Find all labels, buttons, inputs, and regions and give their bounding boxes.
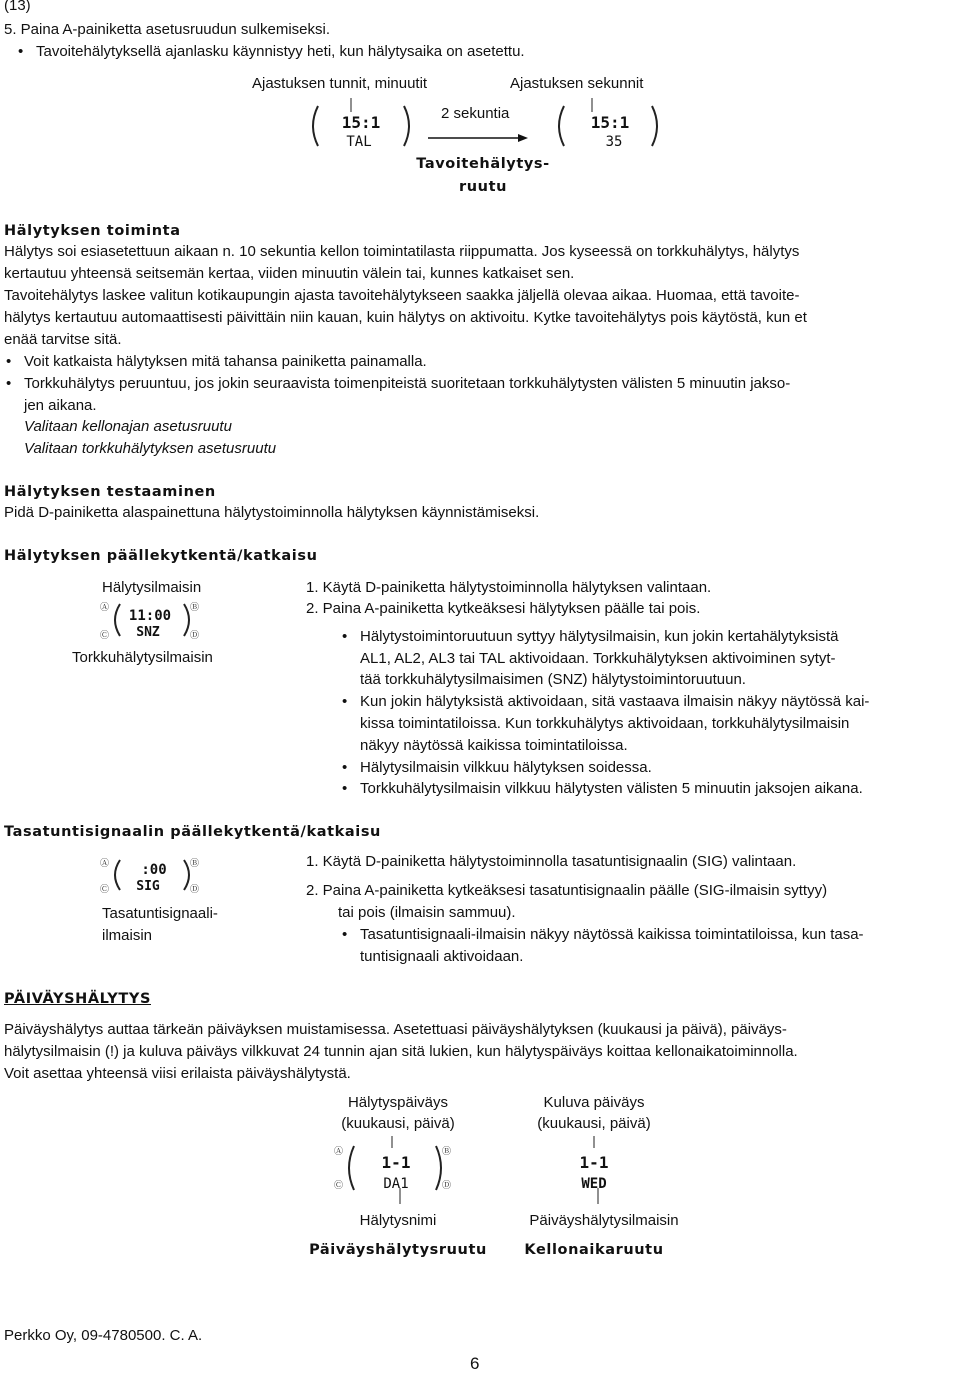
bullet-text: Kun jokin hälytyksistä aktivoidaan, sitä vastaava ilmaisin näkyy näytössä kai- — [360, 693, 870, 710]
button-d-icon: Ⓓ — [442, 1181, 452, 1191]
alarm-toggle-bullet-4 — [342, 779, 863, 799]
lcd-time-bottom: WED — [581, 1176, 607, 1192]
italic-note-2: Valitaan torkkuhälytyksen asetusruutu — [24, 440, 277, 457]
button-c-icon: Ⓒ — [334, 1181, 344, 1191]
button-b-icon: Ⓑ — [190, 859, 200, 869]
bullet-icon: • — [18, 43, 24, 60]
button-a-icon: Ⓐ — [100, 859, 110, 869]
intro-note-text: Tavoitehälytyksellä ajanlasku käynnistyy heti, kun hälytysaika on asetettu. — [36, 43, 525, 60]
alarm-toggle-bullet-2 — [342, 692, 870, 712]
intro-note — [18, 42, 525, 62]
button-c-icon: Ⓒ — [100, 885, 110, 895]
lcd-hourly-bottom: SIG — [136, 879, 160, 894]
date-alarm-line: hälytysilmaisin (!) ja kuluva päiväys vilkkuvat 24 tunnin ajan sitä lukien, kun hälytyspäiväys koittaa kellonaikatoiminnolla. — [4, 1043, 798, 1060]
screen-date-alarm-title: Päiväyshälytysruutu — [309, 1242, 487, 1258]
footer-company: Perkko Oy, 09-4780500. C. A. — [4, 1327, 203, 1344]
label-alarm-indicator: Hälytysilmaisin — [102, 579, 202, 596]
alarm-op-line: enää tarvitse sitä. — [4, 331, 122, 348]
alarm-test-text: Pidä D-painiketta alaspainettuna hälytystoiminnolla hälytyksen käynnistämiseksi. — [4, 504, 540, 521]
hourly-step-1: 1. Käytä D-painiketta hälytystoiminnolla tasatuntisignaalin (SIG) valintaan. — [306, 853, 797, 870]
label-alarm-date-1: Hälytyspäiväys — [347, 1094, 449, 1111]
screen-label-line1: Tavoitehälytys- — [416, 156, 550, 172]
bullet-text-cont: tää torkkuhälytysilmaisimen (SNZ) hälytystoimintoruutuun. — [360, 671, 746, 688]
bullet-text: Torkkuhälytysilmaisin vilkkuu hälytysten välisten 5 minuutin jaksojen aikana. — [360, 780, 863, 797]
alarm-op-bullet-2 — [6, 374, 791, 394]
lcd-date-alarm — [332, 1136, 462, 1204]
bullet-icon: • — [342, 628, 348, 645]
alarm-operation-heading: Hälytyksen toiminta — [4, 223, 181, 239]
hourly-step-2: 2. Paina A-painiketta kytkeäksesi tasatuntisignaalin päälle (SIG-ilmaisin syttyy) — [306, 882, 828, 899]
label-seconds: Ajastuksen sekunnit — [510, 75, 644, 92]
bullet-text-cont: AL1, AL2, AL3 tai TAL aktivoidaan. Torkkuhälytyksen aktivoiminen sytyt- — [360, 650, 836, 667]
section-number: (13) — [4, 0, 31, 14]
alarm-op-bullet-2-cont: jen aikana. — [24, 397, 97, 414]
page-number: 6 — [470, 1354, 480, 1373]
bullet-icon: • — [342, 926, 348, 943]
screen-timekeeping-title: Kellonaikaruutu — [524, 1242, 664, 1258]
lcd-target-seconds — [552, 98, 664, 154]
bullet-icon: • — [342, 693, 348, 710]
bullet-text: Tasatuntisignaali-ilmaisin näkyy näytössä kaikissa toimintatiloissa, kun tasa- — [360, 926, 864, 943]
button-b-icon: Ⓑ — [190, 603, 200, 613]
button-d-icon: Ⓓ — [190, 631, 200, 641]
lcd-time-top: 1-1 — [579, 1153, 609, 1172]
label-hours-minutes: Ajastuksen tunnit, minuutit — [252, 75, 428, 92]
lcd-hourly-top: :00 — [141, 862, 167, 878]
lcd-date-alarm-bottom: DA1 — [383, 1176, 409, 1192]
hourly-bullet-1 — [342, 925, 864, 945]
alarm-op-bullet-1 — [6, 352, 427, 372]
bullet-text-cont: kissa toimintatiloissa. Kun torkkuhälytys aktivoidaan, torkkuhälytysilmaisin — [360, 715, 850, 732]
alarm-op-line: hälytys kertautuu automaattisesti päivittäin niin kauan, kuin hälytys on aktivoitu. Kytke tavoitehälytys pois käytöstä, kun et — [4, 309, 807, 326]
lcd-target-top: 15:1 — [341, 113, 381, 132]
bullet-text-cont: tuntisignaali aktivoidaan. — [360, 948, 524, 965]
hourly-step-2-cont: tai pois (ilmaisin sammuu). — [338, 904, 516, 921]
label-hourly-indicator-1: Tasatuntisignaali- — [102, 905, 218, 922]
button-c-icon: Ⓒ — [100, 631, 110, 641]
bullet-icon: • — [342, 780, 348, 797]
step-5: 5. Paina A-painiketta asetusruudun sulkemiseksi. — [4, 21, 331, 38]
alarm-toggle-step-1: 1. Käytä D-painiketta hälytystoiminnolla hälytyksen valintaan. — [306, 579, 712, 596]
label-current-date-1: Kuluva päiväys — [543, 1094, 645, 1111]
alarm-op-line: Tavoitehälytys laskee valitun kotikaupungin ajasta tavoitehälytykseen saakka jäljellä olevaa aikaa. Huomaa, että tavoite- — [4, 287, 800, 304]
bullet-icon: • — [342, 759, 348, 776]
label-snooze-indicator: Torkkuhälytysilmaisin — [72, 649, 213, 666]
bullet-text: Torkkuhälytys peruuntuu, jos jokin seuraavista toimenpiteistä suoritetaan torkkuhälytysten välisten 5 minuutin jakso- — [24, 375, 791, 392]
lcd-timekeeping — [552, 1136, 632, 1204]
alarm-toggle-step-2: 2. Paina A-painiketta kytkeäksesi hälytyksen päälle tai pois. — [306, 600, 701, 617]
button-b-icon: Ⓑ — [442, 1147, 452, 1157]
lcd-seconds-bottom: 35 — [605, 134, 623, 150]
label-alarm-name: Hälytysnimi — [359, 1212, 437, 1229]
alarm-toggle-heading: Hälytyksen päällekytkentä/katkaisu — [4, 548, 318, 564]
italic-note-1: Valitaan kellonajan asetusruutu — [24, 418, 232, 435]
lcd-toggle-bottom: SNZ — [136, 625, 160, 640]
alarm-toggle-bullet-3 — [342, 758, 652, 778]
alarm-test-heading: Hälytyksen testaaminen — [4, 484, 216, 500]
lcd-toggle-top: 11:00 — [128, 608, 172, 624]
bullet-text-cont: näkyy näytössä kaikissa toimintatiloissa. — [360, 737, 628, 754]
lcd-target-bottom: TAL — [346, 134, 372, 150]
bullet-icon: • — [6, 375, 12, 392]
lcd-date-alarm-top: 1-1 — [381, 1153, 411, 1172]
button-a-icon: Ⓐ — [334, 1147, 344, 1157]
bullet-text: Hälytysilmaisin vilkkuu hälytyksen soidessa. — [360, 759, 652, 776]
bullet-text: Voit katkaista hälytyksen mitä tahansa painiketta painamalla. — [24, 353, 427, 370]
date-alarm-line: Päiväyshälytys auttaa tärkeän päiväyksen muistamisessa. Asetettuasi päiväyshälytyksen (kuukausi ja päivä), päiväys- — [4, 1021, 787, 1038]
bullet-text: Hälytystoimintoruutuun syttyy hälytysilmaisin, kun jokin kertahälytyksistä — [360, 628, 839, 645]
hourly-signal-heading: Tasatuntisignaalin päällekytkentä/katkaisu — [4, 824, 381, 840]
screen-label-line2: ruutu — [458, 179, 508, 195]
label-2-seconds: 2 sekuntia — [441, 105, 510, 122]
date-alarm-line: Voit asettaa yhteensä viisi erilaista päiväyshälytystä. — [4, 1065, 351, 1082]
label-date-indicator: Päiväyshälytysilmaisin — [529, 1212, 679, 1229]
button-d-icon: Ⓓ — [190, 885, 200, 895]
alarm-toggle-bullet-1 — [342, 627, 839, 647]
label-hourly-indicator-2: ilmaisin — [102, 927, 153, 944]
label-current-date-2: (kuukausi, päivä) — [537, 1115, 651, 1132]
lcd-target-alarm — [306, 98, 416, 154]
alarm-op-line: kertautuu yhteensä seitsemän kertaa, viiden minuutin välein tai, kunnes katkaiset sen. — [4, 265, 575, 282]
lcd-hourly-signal — [98, 852, 208, 898]
lcd-alarm-toggle — [98, 596, 208, 644]
alarm-op-line: Hälytys soi esiasetettuun aikaan n. 10 sekuntia kellon toimintatilasta riippumatta. Jos kyseessä on torkkuhälytys, hälytys — [4, 243, 800, 260]
bullet-icon: • — [6, 353, 12, 370]
button-a-icon: Ⓐ — [100, 603, 110, 613]
date-alarm-heading: PÄIVÄYSHÄLYTYS — [4, 991, 151, 1007]
label-alarm-date-2: (kuukausi, päivä) — [341, 1115, 455, 1132]
lcd-seconds-top: 15:1 — [590, 113, 630, 132]
arrow-right-icon — [428, 128, 528, 148]
